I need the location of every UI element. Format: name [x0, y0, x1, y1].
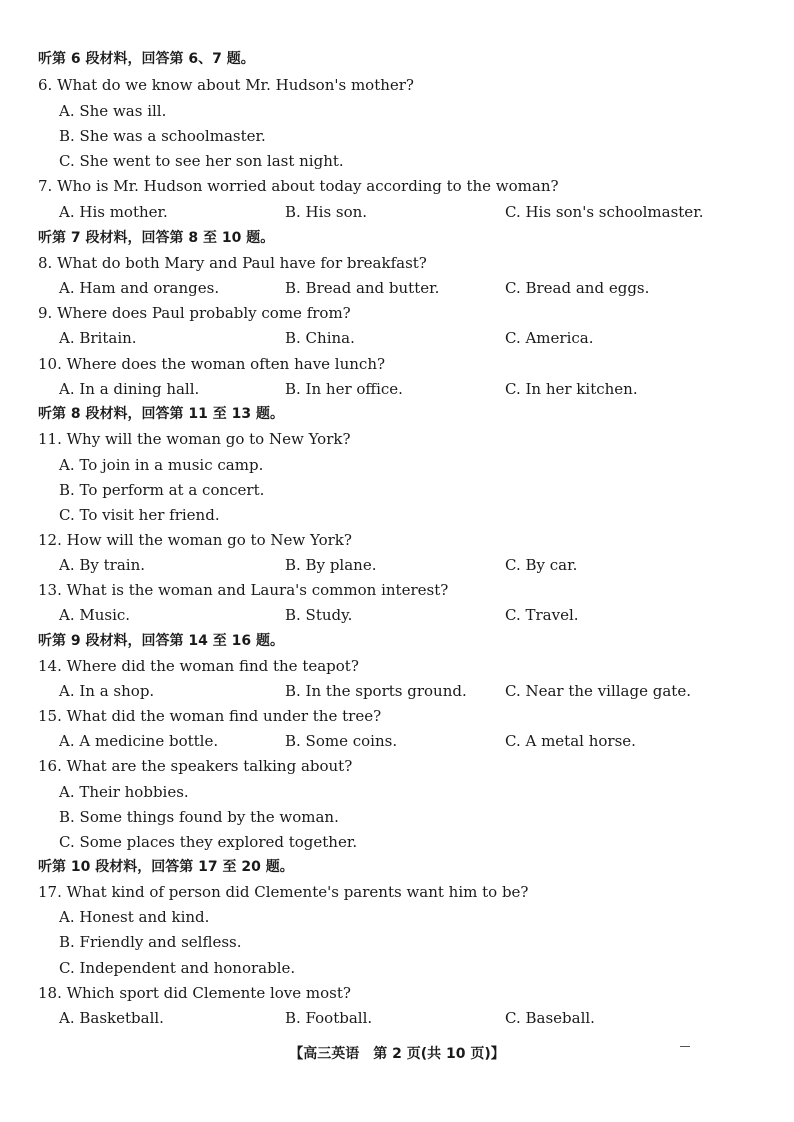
question-7-option-c: C. His son's schoolmaster.: [505, 203, 704, 221]
question-10-option-b: B. In her office.: [285, 380, 403, 398]
question-7-option-a: A. His mother.: [59, 203, 168, 221]
question-14-option-b: B. In the sports ground.: [285, 682, 467, 700]
question-11-option-b: B. To perform at a concert.: [59, 481, 265, 499]
question-18-stem: 18. Which sport did Clemente love most?: [38, 984, 351, 1002]
question-14-option-a: A. In a shop.: [59, 682, 155, 700]
section-10-instruction: 听第 10 段材料，回答第 17 至 20 题。: [38, 859, 294, 875]
question-16-option-c: C. Some places they explored together.: [59, 833, 358, 851]
question-10-option-c: C. In her kitchen.: [505, 380, 638, 398]
question-14-stem: 14. Where did the woman find the teapot?: [38, 657, 359, 675]
question-11-option-c: C. To visit her friend.: [59, 506, 220, 524]
question-10-stem: 10. Where does the woman often have lunch?: [38, 355, 386, 373]
question-18-option-a: A. Basketball.: [59, 1009, 164, 1027]
question-15-option-c: C. A metal horse.: [505, 732, 636, 750]
question-12-stem: 12. How will the woman go to New York?: [38, 531, 352, 549]
question-11-stem: 11. Why will the woman go to New York?: [38, 430, 351, 448]
section-7-instruction: 听第 7 段材料，回答第 8 至 10 题。: [38, 230, 275, 246]
question-7-option-b: B. His son.: [285, 203, 368, 221]
question-11-option-a: A. To join in a music camp.: [59, 456, 264, 474]
question-16-stem: 16. What are the speakers talking about?: [38, 757, 353, 775]
question-6-option-c: C. She went to see her son last night.: [59, 152, 344, 170]
question-15-option-a: A. A medicine bottle.: [59, 732, 219, 750]
question-18-option-c: C. Baseball.: [505, 1009, 595, 1027]
question-17-option-c: C. Independent and honorable.: [59, 959, 296, 977]
question-15-option-b: B. Some coins.: [285, 732, 398, 750]
footer-mark: [680, 1046, 690, 1047]
question-9-option-b: B. China.: [285, 329, 355, 347]
question-12-option-a: A. By train.: [59, 556, 146, 574]
question-13-option-a: A. Music.: [59, 606, 131, 624]
question-10-option-a: A. In a dining hall.: [59, 380, 200, 398]
question-16-option-a: A. Their hobbies.: [59, 783, 189, 801]
question-6-option-a: A. She was ill.: [59, 102, 167, 120]
question-12-option-c: C. By car.: [505, 556, 578, 574]
question-8-option-a: A. Ham and oranges.: [59, 279, 220, 297]
question-17-stem: 17. What kind of person did Clemente's parents want him to be?: [38, 883, 529, 901]
question-13-option-c: C. Travel.: [505, 606, 579, 624]
question-15-stem: 15. What did the woman find under the tree?: [38, 707, 382, 725]
question-9-stem: 9. Where does Paul probably come from?: [38, 304, 351, 322]
question-16-option-b: B. Some things found by the woman.: [59, 808, 339, 826]
question-8-stem: 8. What do both Mary and Paul have for breakfast?: [38, 254, 427, 272]
question-9-option-a: A. Britain.: [59, 329, 137, 347]
question-13-stem: 13. What is the woman and Laura's common interest?: [38, 581, 449, 599]
question-6-stem: 6. What do we know about Mr. Hudson's mother?: [38, 76, 414, 94]
question-7-stem: 7. Who is Mr. Hudson worried about today according to the woman?: [38, 177, 559, 195]
question-17-option-b: B. Friendly and selfless.: [59, 933, 242, 951]
question-12-option-b: B. By plane.: [285, 556, 377, 574]
page-footer: 【高三英语 第 2 页(共 10 页)】: [289, 1046, 505, 1062]
question-18-option-b: B. Football.: [285, 1009, 373, 1027]
section-6-instruction: 听第 6 段材料，回答第 6、7 题。: [38, 51, 255, 67]
section-9-instruction: 听第 9 段材料，回答第 14 至 16 题。: [38, 633, 284, 649]
section-8-instruction: 听第 8 段材料，回答第 11 至 13 题。: [38, 406, 284, 422]
question-14-option-c: C. Near the village gate.: [505, 682, 691, 700]
question-8-option-b: B. Bread and butter.: [285, 279, 440, 297]
question-6-option-b: B. She was a schoolmaster.: [59, 127, 266, 145]
question-17-option-a: A. Honest and kind.: [59, 908, 210, 926]
question-13-option-b: B. Study.: [285, 606, 353, 624]
question-9-option-c: C. America.: [505, 329, 594, 347]
question-8-option-c: C. Bread and eggs.: [505, 279, 650, 297]
